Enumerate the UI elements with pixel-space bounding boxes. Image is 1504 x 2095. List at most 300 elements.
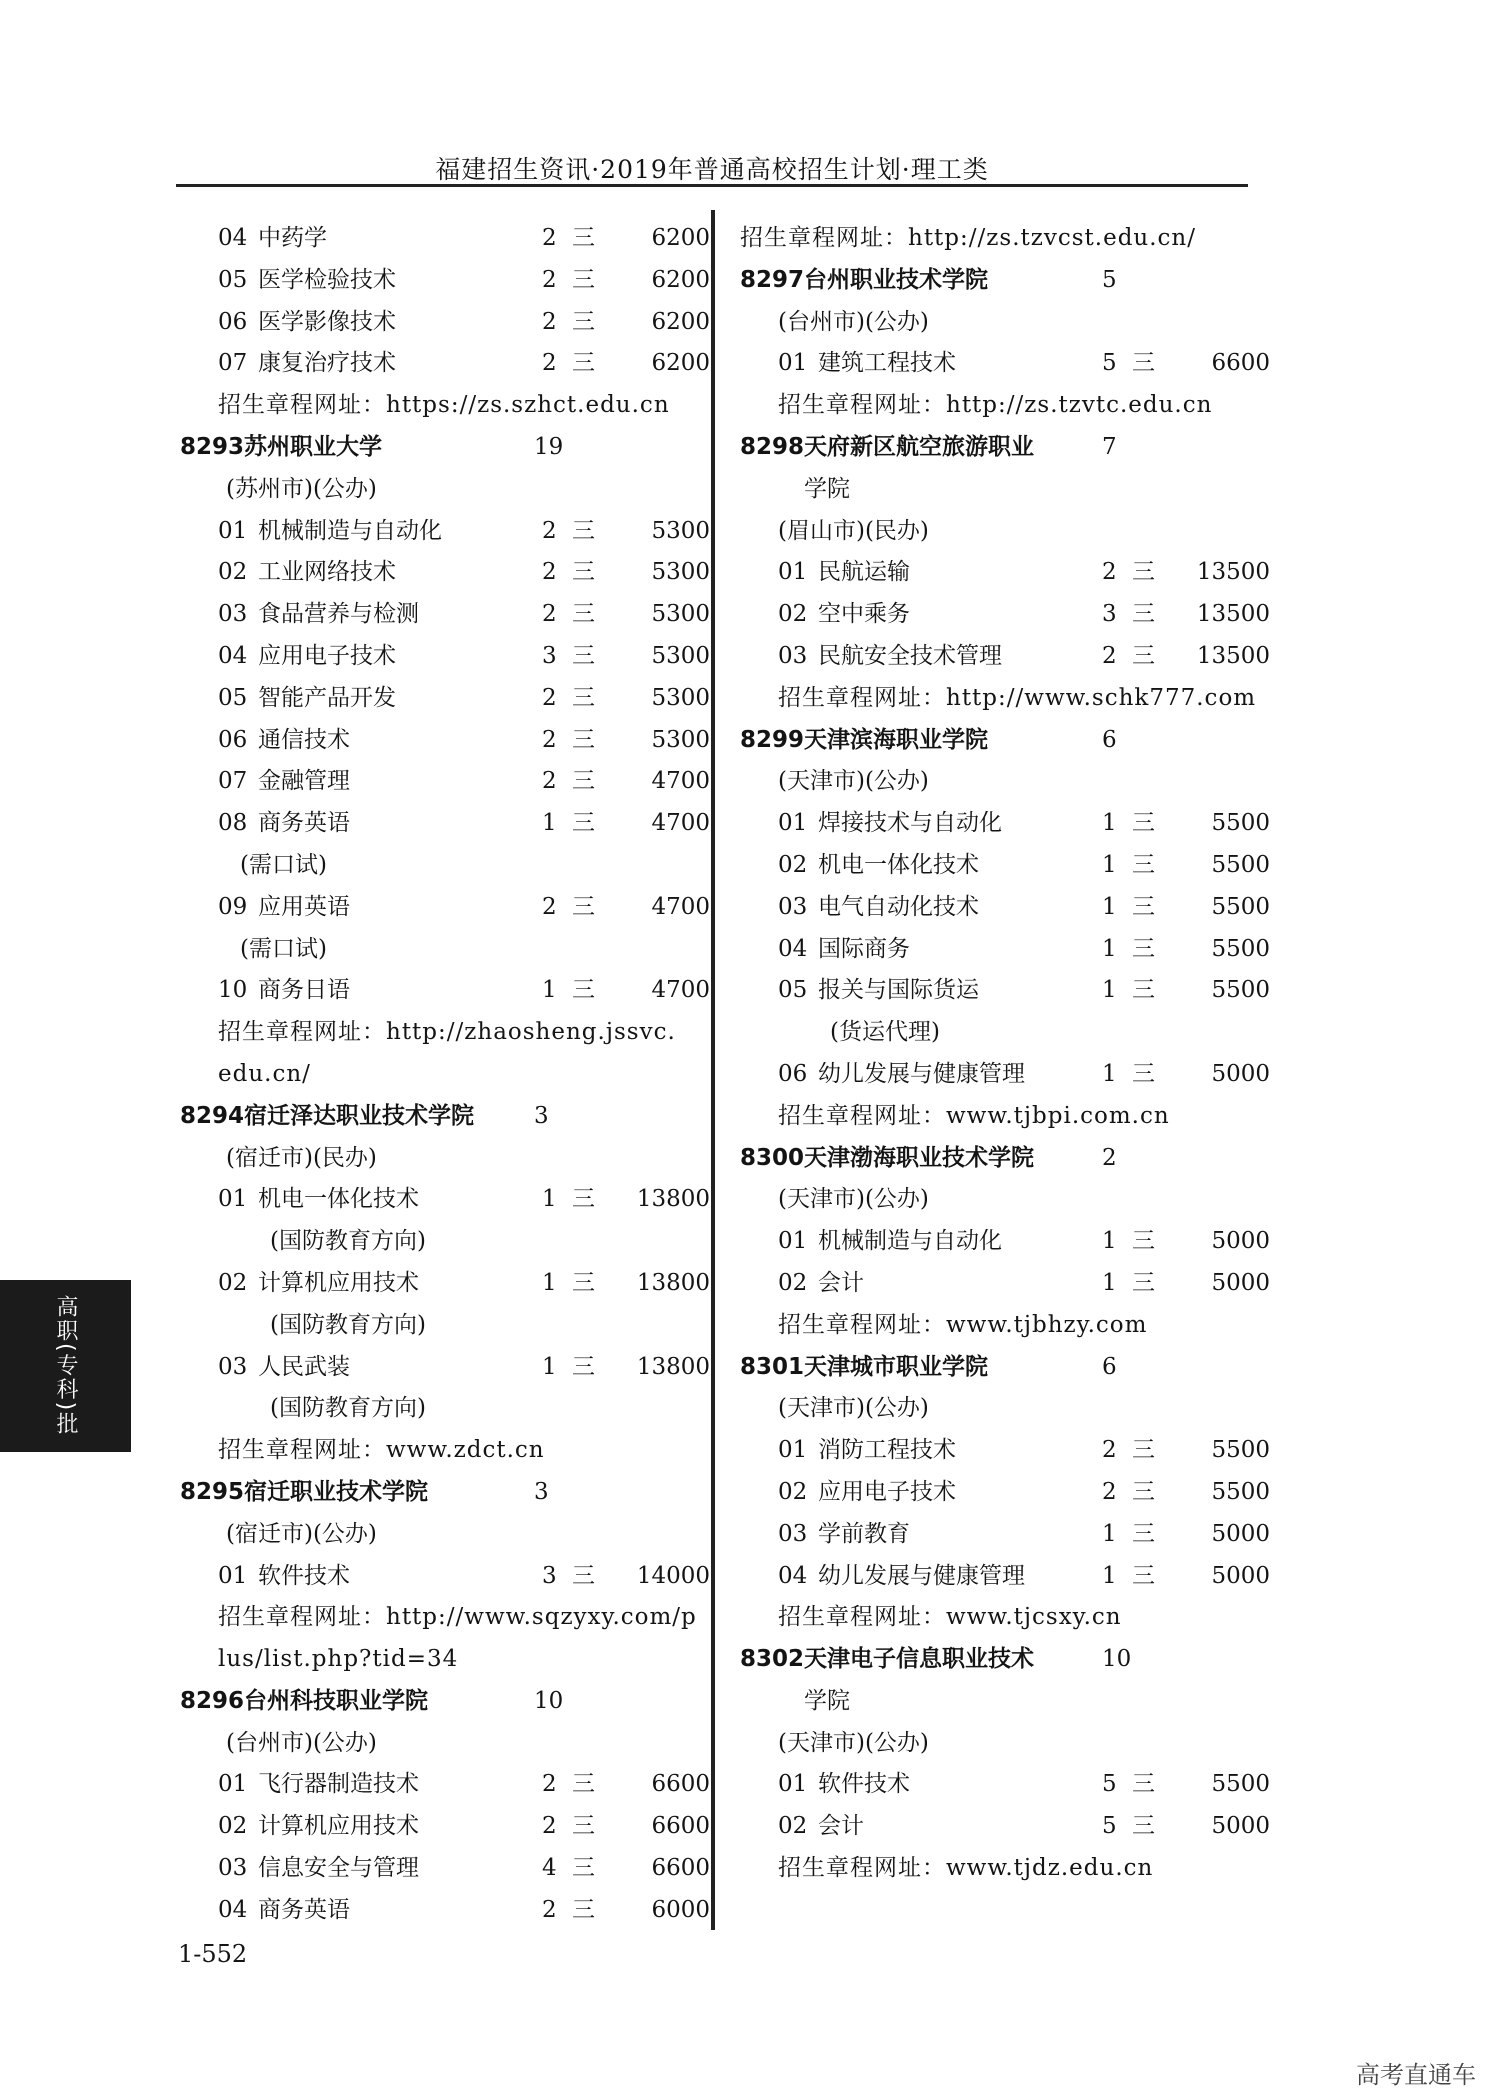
plan-count: 1 — [1102, 851, 1117, 878]
major-code: 02 — [778, 1269, 808, 1296]
major-code: 08 — [218, 810, 248, 837]
plan-count: 1 — [1102, 1562, 1117, 1589]
plan-count: 2 — [542, 684, 557, 711]
tuition-fee: 6200 — [651, 308, 710, 335]
sub-line — [740, 761, 1240, 803]
school-row — [740, 260, 1240, 302]
plan-count: 2 — [542, 266, 557, 293]
admission-url: 招生章程网址：http://zs.tzvtc.edu.cn — [778, 392, 1213, 419]
school-name: 天津滨海职业学院 — [804, 726, 988, 753]
plan-count: 2 — [1102, 1478, 1117, 1505]
major-code: 06 — [218, 308, 248, 335]
sub-line-text: (需口试) — [240, 935, 327, 962]
sub-line-text: (眉山市)(民办) — [778, 517, 929, 544]
major-code: 01 — [778, 810, 808, 837]
major-name: 机电一体化技术 — [818, 851, 979, 878]
school-row — [740, 427, 1240, 469]
major-name: 民航安全技术管理 — [818, 642, 1002, 669]
major-name: 康复治疗技术 — [258, 350, 396, 377]
major-code: 03 — [778, 1520, 808, 1547]
tuition-fee: 5300 — [651, 517, 710, 544]
major-code: 02 — [778, 601, 808, 628]
sub-line-text: (国防教育方向) — [270, 1228, 426, 1255]
sub-line — [740, 1179, 1240, 1221]
major-name: 计算机应用技术 — [258, 1813, 419, 1840]
major-name: 建筑工程技术 — [818, 350, 956, 377]
study-years: 三 — [1132, 977, 1155, 1004]
plan-count: 2 — [542, 726, 557, 753]
major-name: 幼儿发展与健康管理 — [818, 1562, 1025, 1589]
plan-count: 2 — [542, 1813, 557, 1840]
major-row — [740, 1764, 1270, 1806]
school-row — [740, 1138, 1240, 1180]
major-name: 软件技术 — [258, 1562, 350, 1589]
major-code: 01 — [778, 350, 808, 377]
school-plan-count: 19 — [534, 433, 564, 460]
tuition-fee: 5500 — [1211, 1437, 1270, 1464]
school-plan-count: 10 — [1102, 1646, 1132, 1673]
major-name: 工业网络技术 — [258, 559, 396, 586]
major-row — [180, 1806, 710, 1848]
plan-count: 1 — [1102, 1228, 1117, 1255]
school-code: 8297 — [740, 266, 805, 293]
major-code: 04 — [218, 642, 248, 669]
major-name: 医学影像技术 — [258, 308, 396, 335]
school-code: 8302 — [740, 1646, 805, 1673]
major-row — [180, 1764, 710, 1806]
major-name: 商务英语 — [258, 1896, 350, 1923]
plan-count: 1 — [1102, 893, 1117, 920]
major-row — [740, 1221, 1270, 1263]
study-years: 三 — [572, 642, 595, 669]
school-name: 苏州职业大学 — [244, 433, 382, 460]
major-code: 03 — [218, 1855, 248, 1882]
major-name: 飞行器制造技术 — [258, 1771, 419, 1798]
major-code: 02 — [778, 1813, 808, 1840]
study-years: 三 — [1132, 1771, 1155, 1798]
major-name: 学前教育 — [818, 1520, 910, 1547]
major-code: 09 — [218, 893, 248, 920]
major-name: 空中乘务 — [818, 601, 910, 628]
school-plan-count: 7 — [1102, 433, 1117, 460]
school-code: 8294 — [180, 1102, 245, 1129]
school-name: 宿迁泽达职业技术学院 — [244, 1102, 474, 1129]
plan-count: 1 — [542, 1269, 557, 1296]
sub-line — [180, 1723, 680, 1765]
plan-count: 2 — [542, 601, 557, 628]
major-name: 金融管理 — [258, 768, 350, 795]
tuition-fee: 4700 — [651, 768, 710, 795]
admission-url-line — [740, 1305, 1240, 1347]
school-plan-count: 10 — [534, 1687, 564, 1714]
major-row — [180, 218, 710, 260]
major-row — [180, 1890, 710, 1932]
sub-line — [180, 1221, 680, 1263]
plan-count: 1 — [542, 810, 557, 837]
sub-line-text: (需口试) — [240, 851, 327, 878]
major-name: 民航运输 — [818, 559, 910, 586]
tuition-fee: 4700 — [651, 893, 710, 920]
major-row — [180, 678, 710, 720]
sub-line-text: (宿迁市)(公办) — [226, 1520, 377, 1547]
plan-count: 1 — [542, 977, 557, 1004]
sub-line-text: (台州市)(公办) — [778, 308, 929, 335]
study-years: 三 — [572, 684, 595, 711]
admission-url: 招生章程网址：http://zhaosheng.jssvc. — [218, 1019, 676, 1046]
admission-url: 招生章程网址：http://zs.tzvcst.edu.cn/ — [740, 225, 1196, 251]
major-row — [180, 302, 710, 344]
major-row — [740, 929, 1270, 971]
sub-line — [180, 1138, 680, 1180]
tuition-fee: 5000 — [1211, 1813, 1270, 1840]
study-years: 三 — [1132, 601, 1155, 628]
study-years: 三 — [1132, 1478, 1155, 1505]
major-code: 05 — [218, 684, 248, 711]
school-row — [180, 427, 680, 469]
major-code: 01 — [778, 559, 808, 586]
tuition-fee: 4700 — [651, 810, 710, 837]
major-row — [180, 1556, 710, 1598]
tuition-fee: 13500 — [1196, 559, 1270, 586]
tuition-fee: 13800 — [636, 1186, 710, 1213]
study-years: 三 — [1132, 851, 1155, 878]
major-code: 10 — [218, 977, 248, 1004]
plan-count: 3 — [1102, 601, 1117, 628]
sub-line-text: (天津市)(公办) — [778, 1186, 929, 1213]
school-plan-count: 2 — [1102, 1144, 1117, 1171]
major-name: 通信技术 — [258, 726, 350, 753]
major-name: 软件技术 — [818, 1771, 910, 1798]
plan-count: 1 — [1102, 935, 1117, 962]
tuition-fee: 6600 — [651, 1813, 710, 1840]
major-code: 05 — [778, 977, 808, 1004]
study-years: 三 — [572, 1186, 595, 1213]
tuition-fee: 5500 — [1211, 1771, 1270, 1798]
plan-count: 2 — [542, 893, 557, 920]
major-row — [180, 1263, 710, 1305]
plan-count: 5 — [1102, 350, 1117, 377]
school-row — [740, 1639, 1240, 1681]
sub-line-text: (国防教育方向) — [270, 1311, 426, 1338]
sub-line — [740, 1012, 1240, 1054]
admission-url: 招生章程网址：http://www.sqzyxy.com/p — [218, 1604, 697, 1631]
major-row — [740, 594, 1270, 636]
major-code: 01 — [218, 1562, 248, 1589]
major-row — [180, 552, 710, 594]
school-plan-count: 3 — [534, 1102, 549, 1129]
left-column — [180, 218, 710, 1932]
school-plan-count: 5 — [1102, 266, 1117, 293]
major-code: 04 — [778, 935, 808, 962]
tuition-fee: 5000 — [1211, 1562, 1270, 1589]
study-years: 三 — [572, 1813, 595, 1840]
major-row — [740, 803, 1270, 845]
tuition-fee: 6000 — [651, 1896, 710, 1923]
admission-url: 招生章程网址：https://zs.szhct.edu.cn — [218, 392, 670, 419]
study-years: 三 — [1132, 350, 1155, 377]
tuition-fee: 5000 — [1211, 1228, 1270, 1255]
major-name: 国际商务 — [818, 935, 910, 962]
column-divider — [711, 210, 715, 1930]
tuition-fee: 5300 — [651, 642, 710, 669]
plan-count: 4 — [542, 1855, 557, 1882]
study-years: 三 — [572, 893, 595, 920]
study-years: 三 — [572, 308, 595, 335]
admission-url: 招生章程网址：www.tjbpi.com.cn — [778, 1102, 1170, 1129]
school-code: 8293 — [180, 433, 245, 460]
header-rule — [176, 184, 1248, 187]
major-code: 02 — [218, 559, 248, 586]
sub-line-text: (天津市)(公办) — [778, 1729, 929, 1756]
tuition-fee: 6600 — [651, 1855, 710, 1882]
major-row — [740, 970, 1270, 1012]
study-years: 三 — [1132, 559, 1155, 586]
major-row — [180, 636, 710, 678]
admission-url-line — [180, 1597, 697, 1639]
plan-count: 1 — [1102, 810, 1117, 837]
admission-url: lus/list.php?tid=34 — [218, 1646, 459, 1673]
study-years: 三 — [572, 350, 595, 377]
tuition-fee: 5300 — [651, 726, 710, 753]
admission-url: edu.cn/ — [218, 1060, 311, 1087]
plan-count: 2 — [542, 308, 557, 335]
major-row — [740, 887, 1270, 929]
tuition-fee: 5500 — [1211, 935, 1270, 962]
tuition-fee: 6600 — [1211, 350, 1270, 377]
sub-line — [180, 1388, 680, 1430]
sub-line — [180, 929, 680, 971]
sub-line-text: (天津市)(公办) — [778, 768, 929, 795]
study-years: 三 — [572, 810, 595, 837]
tuition-fee: 6200 — [651, 266, 710, 293]
major-code: 01 — [778, 1771, 808, 1798]
admission-url-line — [740, 218, 1240, 260]
major-row — [180, 970, 710, 1012]
plan-count: 2 — [1102, 559, 1117, 586]
school-row — [740, 1347, 1240, 1389]
major-code: 07 — [218, 350, 248, 377]
tuition-fee: 6200 — [651, 225, 710, 251]
school-name: 宿迁职业技术学院 — [244, 1478, 428, 1505]
plan-count: 2 — [542, 350, 557, 377]
study-years: 三 — [572, 768, 595, 795]
admission-url: 招生章程网址：www.tjbhzy.com — [778, 1311, 1148, 1338]
major-name: 机械制造与自动化 — [818, 1228, 1002, 1255]
study-years: 三 — [572, 1896, 595, 1923]
plan-count: 1 — [1102, 977, 1117, 1004]
major-code: 01 — [218, 1186, 248, 1213]
admission-url: 招生章程网址：www.tjcsxy.cn — [778, 1604, 1122, 1631]
study-years: 三 — [1132, 1813, 1155, 1840]
plan-count: 3 — [542, 1562, 557, 1589]
right-column — [740, 218, 1270, 1890]
major-row — [180, 1179, 710, 1221]
study-years: 三 — [1132, 642, 1155, 669]
study-years: 三 — [1132, 1269, 1155, 1296]
major-name: 人民武装 — [258, 1353, 350, 1380]
major-code: 02 — [778, 851, 808, 878]
admission-url: 招生章程网址：www.zdct.cn — [218, 1437, 545, 1464]
major-row — [740, 1472, 1270, 1514]
tuition-fee: 13800 — [636, 1353, 710, 1380]
sub-line — [740, 1723, 1240, 1765]
tuition-fee: 5000 — [1211, 1060, 1270, 1087]
tuition-fee: 13500 — [1196, 601, 1270, 628]
major-name: 消防工程技术 — [818, 1437, 956, 1464]
tuition-fee: 5500 — [1211, 851, 1270, 878]
plan-count: 2 — [1102, 642, 1117, 669]
sub-line — [180, 845, 680, 887]
study-years: 三 — [572, 266, 595, 293]
school-code: 8298 — [740, 433, 805, 460]
major-row — [740, 552, 1270, 594]
major-code: 01 — [778, 1228, 808, 1255]
tuition-fee: 6600 — [651, 1771, 710, 1798]
page-header-title: 福建招生资讯·2019年普通高校招生计划·理工类 — [435, 155, 989, 184]
major-row — [740, 845, 1270, 887]
tuition-fee: 5500 — [1211, 977, 1270, 1004]
study-years: 三 — [572, 1353, 595, 1380]
tuition-fee: 13500 — [1196, 642, 1270, 669]
sub-line — [740, 1681, 1240, 1723]
school-row — [740, 720, 1240, 762]
major-code: 01 — [218, 517, 248, 544]
school-name: 天津城市职业学院 — [804, 1353, 988, 1380]
school-code: 8301 — [740, 1353, 805, 1380]
major-name: 会计 — [818, 1269, 864, 1296]
study-years: 三 — [572, 559, 595, 586]
major-row — [180, 511, 710, 553]
major-code: 02 — [218, 1269, 248, 1296]
plan-count: 1 — [542, 1186, 557, 1213]
study-years: 三 — [1132, 1437, 1155, 1464]
major-row — [180, 343, 710, 385]
school-row — [180, 1681, 680, 1723]
major-row — [740, 1514, 1270, 1556]
tuition-fee: 6200 — [651, 350, 710, 377]
study-years: 三 — [1132, 1520, 1155, 1547]
plan-count: 2 — [1102, 1437, 1117, 1464]
study-years: 三 — [572, 1562, 595, 1589]
sub-line — [740, 1388, 1240, 1430]
plan-count: 1 — [1102, 1269, 1117, 1296]
major-code: 02 — [218, 1813, 248, 1840]
major-row — [180, 803, 710, 845]
school-row — [180, 1096, 680, 1138]
study-years: 三 — [572, 977, 595, 1004]
admission-url-line — [740, 1096, 1240, 1138]
major-name: 报关与国际货运 — [818, 977, 979, 1004]
plan-count: 1 — [542, 1353, 557, 1380]
major-row — [180, 761, 710, 803]
sub-line — [180, 1514, 680, 1556]
admission-url-line — [740, 385, 1240, 427]
plan-count: 1 — [1102, 1060, 1117, 1087]
school-plan-count: 6 — [1102, 726, 1117, 753]
tuition-fee: 5000 — [1211, 1269, 1270, 1296]
study-years: 三 — [1132, 1228, 1155, 1255]
major-code: 05 — [218, 266, 248, 293]
major-row — [180, 594, 710, 636]
major-code: 03 — [218, 601, 248, 628]
plan-count: 3 — [542, 642, 557, 669]
plan-count: 2 — [542, 1896, 557, 1923]
sub-line-text: (苏州市)(公办) — [226, 475, 377, 502]
admission-url-line — [180, 1054, 680, 1096]
admission-url-line — [180, 1430, 680, 1472]
major-name: 计算机应用技术 — [258, 1269, 419, 1296]
admission-url: 招生章程网址：www.tjdz.edu.cn — [778, 1855, 1154, 1882]
major-row — [740, 343, 1270, 385]
major-row — [740, 636, 1270, 678]
study-years: 三 — [572, 601, 595, 628]
major-row — [180, 1848, 710, 1890]
school-plan-count: 3 — [534, 1478, 549, 1505]
school-name: 天津渤海职业技术学院 — [804, 1144, 1034, 1171]
major-name: 应用电子技术 — [818, 1478, 956, 1505]
major-name: 信息安全与管理 — [258, 1855, 419, 1882]
major-name: 食品营养与检测 — [258, 601, 419, 628]
sub-line-text: (宿迁市)(民办) — [226, 1144, 377, 1171]
plan-count: 5 — [1102, 1813, 1117, 1840]
major-code: 04 — [218, 1896, 248, 1923]
plan-count: 2 — [542, 517, 557, 544]
major-code: 06 — [778, 1060, 808, 1087]
major-code: 04 — [218, 225, 248, 251]
sub-line — [180, 469, 680, 511]
tuition-fee: 5300 — [651, 684, 710, 711]
major-row — [180, 260, 710, 302]
major-name: 智能产品开发 — [258, 684, 396, 711]
major-name: 机械制造与自动化 — [258, 517, 442, 544]
plan-count: 5 — [1102, 1771, 1117, 1798]
major-code: 01 — [218, 1771, 248, 1798]
plan-count: 2 — [542, 559, 557, 586]
study-years: 三 — [1132, 893, 1155, 920]
sub-line — [740, 302, 1240, 344]
major-row — [740, 1806, 1270, 1848]
sub-line — [740, 511, 1240, 553]
major-code: 07 — [218, 768, 248, 795]
major-code: 02 — [778, 1478, 808, 1505]
plan-count: 2 — [542, 225, 557, 251]
sub-line — [740, 469, 1240, 511]
plan-count: 2 — [542, 768, 557, 795]
school-plan-count: 6 — [1102, 1353, 1117, 1380]
major-code: 03 — [778, 893, 808, 920]
sub-line-text: 学院 — [804, 1687, 850, 1714]
watermark: 高考直通车 — [1356, 2061, 1476, 2089]
admission-url-line — [740, 1848, 1240, 1890]
major-row — [740, 1430, 1270, 1472]
side-tab — [0, 1280, 131, 1452]
school-name: 台州科技职业学院 — [244, 1687, 428, 1714]
major-row — [180, 1347, 710, 1389]
study-years: 三 — [572, 1855, 595, 1882]
tuition-fee: 5300 — [651, 601, 710, 628]
tuition-fee: 5500 — [1211, 810, 1270, 837]
tuition-fee: 13800 — [636, 1269, 710, 1296]
school-name: 台州职业技术学院 — [804, 266, 988, 293]
admission-url-line — [180, 1639, 680, 1681]
major-code: 04 — [778, 1562, 808, 1589]
admission-url: 招生章程网址：http://www.schk777.com — [778, 684, 1257, 711]
major-name: 商务日语 — [258, 977, 350, 1004]
school-code: 8300 — [740, 1144, 805, 1171]
major-code: 01 — [778, 1437, 808, 1464]
major-row — [180, 720, 710, 762]
major-row — [740, 1556, 1270, 1598]
